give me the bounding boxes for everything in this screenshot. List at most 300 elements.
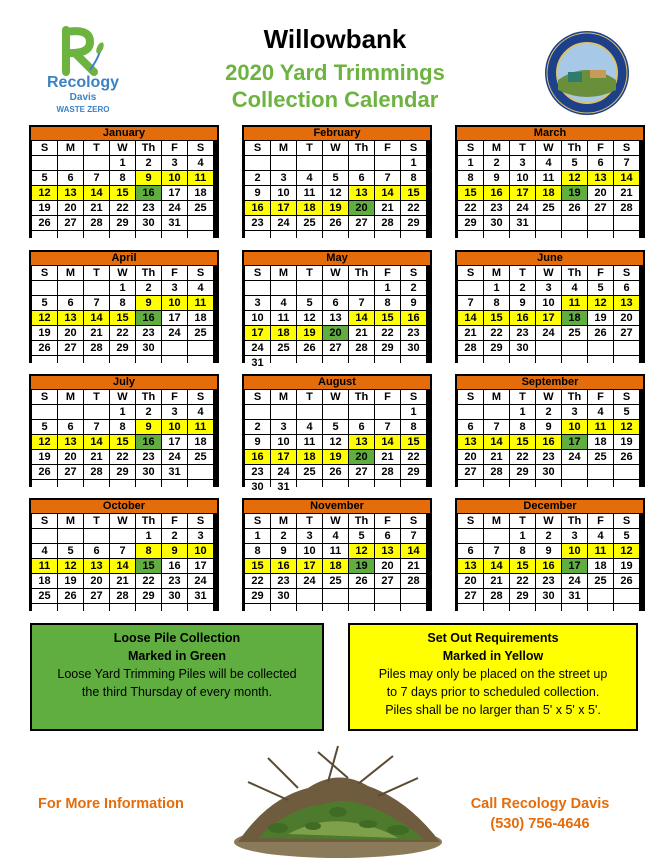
- day-cell: 9: [245, 435, 270, 449]
- day-cell: 12: [349, 544, 374, 558]
- weekday-label: W: [536, 390, 561, 404]
- day-cell: 25: [297, 465, 322, 479]
- empty-day-cell: [349, 589, 374, 603]
- day-cell: 14: [458, 311, 483, 325]
- month-title: June: [457, 252, 643, 265]
- day-cell: 29: [136, 589, 161, 603]
- day-cell: 26: [588, 326, 613, 340]
- empty-day-cell: [58, 529, 83, 543]
- day-cell: 22: [510, 574, 535, 588]
- day-cell: 1: [401, 156, 426, 170]
- month-calendar-april: [29, 250, 219, 363]
- empty-day-cell: [375, 231, 400, 245]
- logo-tagline: WASTE ZERO: [56, 105, 110, 114]
- empty-day-cell: [323, 231, 348, 245]
- weekday-label: S: [458, 390, 483, 404]
- empty-day-cell: [58, 405, 83, 419]
- day-cell: 21: [110, 574, 135, 588]
- day-cell: 4: [297, 171, 322, 185]
- day-cell: 16: [245, 450, 270, 464]
- day-cell: 9: [136, 420, 161, 434]
- day-cell: 15: [110, 435, 135, 449]
- day-cell: 4: [562, 281, 587, 295]
- day-cell: 9: [510, 296, 535, 310]
- empty-day-cell: [188, 216, 213, 230]
- day-cell: 5: [297, 296, 322, 310]
- empty-day-cell: [136, 480, 161, 494]
- day-cell: 20: [84, 574, 109, 588]
- month-calendar-august: [242, 374, 432, 493]
- empty-day-cell: [562, 231, 587, 245]
- day-cell: 26: [32, 341, 57, 355]
- weekday-label: M: [484, 390, 509, 404]
- day-cell: 30: [484, 216, 509, 230]
- day-cell: 18: [32, 574, 57, 588]
- empty-day-cell: [484, 405, 509, 419]
- day-cell: 16: [271, 559, 296, 573]
- empty-day-cell: [323, 604, 348, 618]
- weekday-label: F: [162, 514, 187, 528]
- empty-day-cell: [562, 216, 587, 230]
- day-cell: 3: [297, 529, 322, 543]
- day-cell: 29: [510, 465, 535, 479]
- day-cell: 17: [271, 201, 296, 215]
- page-subtitle-2: Collection Calendar: [231, 87, 439, 112]
- day-cell: 25: [271, 341, 296, 355]
- day-cell: 27: [458, 589, 483, 603]
- day-cell: 15: [110, 186, 135, 200]
- empty-day-cell: [136, 231, 161, 245]
- weekday-label: T: [510, 266, 535, 280]
- day-cell: 25: [188, 201, 213, 215]
- empty-day-cell: [458, 529, 483, 543]
- day-cell: 12: [32, 435, 57, 449]
- day-cell: 9: [484, 171, 509, 185]
- empty-day-cell: [349, 356, 374, 370]
- empty-day-cell: [84, 604, 109, 618]
- day-cell: 12: [58, 559, 83, 573]
- day-cell: 22: [110, 450, 135, 464]
- set-out-text-2: to 7 days prior to scheduled collection.: [386, 685, 600, 699]
- page-subtitle-1: 2020 Yard Trimmings: [225, 60, 445, 85]
- weekday-label: W: [536, 266, 561, 280]
- weekday-label: T: [510, 390, 535, 404]
- day-cell: 26: [614, 450, 639, 464]
- day-cell: 31: [245, 356, 270, 370]
- county-seal-icon: [544, 30, 630, 116]
- weekday-label: S: [188, 141, 213, 155]
- day-cell: 27: [349, 465, 374, 479]
- day-cell: 3: [271, 420, 296, 434]
- weekday-label: Th: [562, 266, 587, 280]
- weekday-label: T: [297, 514, 322, 528]
- empty-day-cell: [349, 480, 374, 494]
- empty-day-cell: [614, 356, 639, 370]
- empty-day-cell: [562, 465, 587, 479]
- weekday-label: S: [32, 141, 57, 155]
- day-cell: 23: [510, 326, 535, 340]
- weekday-label: S: [401, 266, 426, 280]
- empty-day-cell: [297, 231, 322, 245]
- empty-day-cell: [562, 604, 587, 618]
- day-cell: 30: [136, 341, 161, 355]
- day-cell: 12: [32, 311, 57, 325]
- loose-pile-text-2: the third Thursday of every month.: [81, 685, 273, 699]
- weekday-label: W: [110, 514, 135, 528]
- empty-day-cell: [271, 231, 296, 245]
- day-cell: 3: [536, 281, 561, 295]
- empty-day-cell: [323, 156, 348, 170]
- day-cell: 19: [588, 311, 613, 325]
- day-cell: 5: [32, 296, 57, 310]
- day-cell: 26: [297, 341, 322, 355]
- weekday-label: W: [110, 141, 135, 155]
- day-cell: 8: [510, 420, 535, 434]
- empty-day-cell: [162, 480, 187, 494]
- empty-day-cell: [588, 341, 613, 355]
- weekday-label: M: [271, 514, 296, 528]
- loose-pile-legend: [30, 623, 324, 731]
- day-cell: 14: [84, 435, 109, 449]
- day-cell: 7: [375, 171, 400, 185]
- day-cell: 7: [110, 544, 135, 558]
- day-cell: 16: [136, 186, 161, 200]
- empty-day-cell: [510, 604, 535, 618]
- weekday-label: Th: [562, 141, 587, 155]
- day-cell: 2: [536, 529, 561, 543]
- weekday-label: Th: [349, 141, 374, 155]
- day-cell: 28: [484, 589, 509, 603]
- day-cell: 11: [297, 186, 322, 200]
- day-cell: 13: [58, 186, 83, 200]
- day-cell: 5: [58, 544, 83, 558]
- day-cell: 4: [271, 296, 296, 310]
- day-cell: 22: [401, 201, 426, 215]
- weekday-label: S: [458, 266, 483, 280]
- day-cell: 24: [188, 574, 213, 588]
- weekday-label: M: [484, 266, 509, 280]
- empty-day-cell: [401, 589, 426, 603]
- month-calendar-july: [29, 374, 219, 487]
- day-cell: 6: [614, 281, 639, 295]
- day-cell: 21: [484, 450, 509, 464]
- empty-day-cell: [375, 405, 400, 419]
- empty-day-cell: [84, 231, 109, 245]
- empty-day-cell: [588, 356, 613, 370]
- empty-day-cell: [562, 341, 587, 355]
- weekday-label: M: [484, 141, 509, 155]
- weekday-label: W: [110, 390, 135, 404]
- day-cell: 2: [136, 281, 161, 295]
- empty-day-cell: [401, 604, 426, 618]
- day-cell: 22: [136, 574, 161, 588]
- day-cell: 12: [297, 311, 322, 325]
- month-calendar-december: [455, 498, 645, 611]
- day-cell: 23: [136, 326, 161, 340]
- day-cell: 25: [188, 326, 213, 340]
- day-cell: 26: [58, 589, 83, 603]
- day-cell: 6: [349, 420, 374, 434]
- day-cell: 5: [323, 420, 348, 434]
- day-cell: 4: [536, 156, 561, 170]
- day-cell: 15: [401, 435, 426, 449]
- day-cell: 22: [458, 201, 483, 215]
- empty-day-cell: [484, 529, 509, 543]
- day-cell: 9: [245, 186, 270, 200]
- weekday-label: T: [84, 514, 109, 528]
- day-cell: 19: [562, 186, 587, 200]
- weekday-label: F: [375, 514, 400, 528]
- day-cell: 18: [297, 201, 322, 215]
- day-cell: 20: [458, 450, 483, 464]
- day-cell: 28: [458, 341, 483, 355]
- day-cell: 24: [271, 216, 296, 230]
- empty-day-cell: [323, 405, 348, 419]
- day-cell: 31: [162, 216, 187, 230]
- empty-day-cell: [588, 216, 613, 230]
- day-cell: 10: [245, 311, 270, 325]
- weekday-label: W: [110, 266, 135, 280]
- day-cell: 11: [588, 420, 613, 434]
- day-cell: 23: [536, 574, 561, 588]
- day-cell: 15: [458, 186, 483, 200]
- day-cell: 12: [32, 186, 57, 200]
- day-cell: 14: [401, 544, 426, 558]
- day-cell: 10: [162, 420, 187, 434]
- day-cell: 21: [84, 201, 109, 215]
- month-title: November: [244, 500, 430, 513]
- day-cell: 1: [375, 281, 400, 295]
- day-cell: 12: [562, 171, 587, 185]
- day-cell: 27: [458, 465, 483, 479]
- day-cell: 23: [536, 450, 561, 464]
- day-cell: 7: [84, 420, 109, 434]
- day-cell: 16: [510, 311, 535, 325]
- day-cell: 9: [536, 544, 561, 558]
- day-cell: 11: [188, 420, 213, 434]
- day-cell: 7: [401, 529, 426, 543]
- day-cell: 19: [614, 435, 639, 449]
- day-cell: 29: [484, 341, 509, 355]
- day-cell: 30: [245, 480, 270, 494]
- yard-trimmings-pile-icon: [228, 738, 448, 860]
- empty-day-cell: [375, 480, 400, 494]
- day-cell: 1: [110, 156, 135, 170]
- day-cell: 26: [614, 574, 639, 588]
- day-cell: 22: [110, 201, 135, 215]
- day-cell: 2: [245, 420, 270, 434]
- weekday-label: Th: [349, 266, 374, 280]
- day-cell: 28: [349, 341, 374, 355]
- day-cell: 16: [245, 201, 270, 215]
- day-cell: 14: [614, 171, 639, 185]
- day-cell: 29: [110, 341, 135, 355]
- day-cell: 30: [162, 589, 187, 603]
- weekday-label: Th: [562, 390, 587, 404]
- day-cell: 28: [84, 341, 109, 355]
- empty-day-cell: [510, 231, 535, 245]
- day-cell: 1: [484, 281, 509, 295]
- day-cell: 8: [245, 544, 270, 558]
- empty-day-cell: [271, 356, 296, 370]
- day-cell: 18: [588, 559, 613, 573]
- day-cell: 18: [271, 326, 296, 340]
- day-cell: 17: [162, 311, 187, 325]
- day-cell: 10: [562, 544, 587, 558]
- empty-day-cell: [188, 231, 213, 245]
- empty-day-cell: [562, 356, 587, 370]
- weekday-label: F: [588, 141, 613, 155]
- day-cell: 6: [84, 544, 109, 558]
- month-calendar-october: [29, 498, 219, 611]
- month-title: January: [31, 127, 217, 140]
- day-cell: 24: [162, 450, 187, 464]
- weekday-label: Th: [136, 266, 161, 280]
- day-cell: 7: [349, 296, 374, 310]
- day-cell: 8: [510, 544, 535, 558]
- day-cell: 19: [349, 559, 374, 573]
- weekday-label: W: [536, 141, 561, 155]
- empty-day-cell: [32, 231, 57, 245]
- day-cell: 14: [375, 186, 400, 200]
- day-cell: 21: [349, 326, 374, 340]
- day-cell: 7: [375, 420, 400, 434]
- day-cell: 31: [510, 216, 535, 230]
- day-cell: 20: [614, 311, 639, 325]
- day-cell: 31: [562, 589, 587, 603]
- day-cell: 28: [84, 216, 109, 230]
- day-cell: 24: [297, 574, 322, 588]
- day-cell: 12: [323, 186, 348, 200]
- day-cell: 17: [562, 435, 587, 449]
- month-calendar-may: [242, 250, 432, 369]
- day-cell: 25: [32, 589, 57, 603]
- empty-day-cell: [536, 231, 561, 245]
- day-cell: 14: [484, 435, 509, 449]
- month-calendar-february: [242, 125, 432, 238]
- weekday-label: W: [536, 514, 561, 528]
- day-cell: 21: [375, 201, 400, 215]
- day-cell: 11: [297, 435, 322, 449]
- day-cell: 28: [84, 465, 109, 479]
- day-cell: 8: [401, 171, 426, 185]
- weekday-label: S: [458, 514, 483, 528]
- empty-day-cell: [401, 356, 426, 370]
- day-cell: 29: [110, 465, 135, 479]
- weekday-label: F: [588, 514, 613, 528]
- empty-day-cell: [32, 356, 57, 370]
- empty-day-cell: [562, 480, 587, 494]
- empty-day-cell: [401, 231, 426, 245]
- empty-day-cell: [484, 480, 509, 494]
- day-cell: 3: [562, 529, 587, 543]
- day-cell: 7: [484, 544, 509, 558]
- day-cell: 18: [588, 435, 613, 449]
- day-cell: 5: [614, 405, 639, 419]
- day-cell: 3: [271, 171, 296, 185]
- day-cell: 19: [323, 450, 348, 464]
- weekday-label: Th: [136, 514, 161, 528]
- empty-day-cell: [245, 156, 270, 170]
- day-cell: 4: [32, 544, 57, 558]
- weekday-label: Th: [562, 514, 587, 528]
- day-cell: 24: [510, 201, 535, 215]
- day-cell: 18: [188, 186, 213, 200]
- day-cell: 4: [297, 420, 322, 434]
- day-cell: 11: [323, 544, 348, 558]
- day-cell: 2: [162, 529, 187, 543]
- day-cell: 20: [349, 201, 374, 215]
- day-cell: 6: [458, 420, 483, 434]
- empty-day-cell: [84, 356, 109, 370]
- day-cell: 2: [401, 281, 426, 295]
- empty-day-cell: [510, 356, 535, 370]
- day-cell: 8: [401, 420, 426, 434]
- day-cell: 26: [349, 574, 374, 588]
- weekday-label: M: [58, 266, 83, 280]
- day-cell: 25: [588, 574, 613, 588]
- empty-day-cell: [349, 405, 374, 419]
- page-title: Willowbank: [263, 24, 407, 54]
- empty-day-cell: [323, 281, 348, 295]
- day-cell: 28: [401, 574, 426, 588]
- empty-day-cell: [349, 156, 374, 170]
- day-cell: 10: [188, 544, 213, 558]
- day-cell: 27: [588, 201, 613, 215]
- empty-day-cell: [188, 465, 213, 479]
- day-cell: 7: [84, 171, 109, 185]
- empty-day-cell: [271, 281, 296, 295]
- empty-day-cell: [510, 480, 535, 494]
- day-cell: 27: [58, 465, 83, 479]
- empty-day-cell: [136, 356, 161, 370]
- day-cell: 26: [323, 216, 348, 230]
- empty-day-cell: [484, 231, 509, 245]
- day-cell: 27: [58, 341, 83, 355]
- day-cell: 15: [375, 311, 400, 325]
- day-cell: 2: [510, 281, 535, 295]
- empty-day-cell: [484, 604, 509, 618]
- day-cell: 16: [484, 186, 509, 200]
- day-cell: 17: [510, 186, 535, 200]
- loose-pile-subtitle: Marked in Green: [128, 649, 226, 663]
- loose-pile-title: Loose Pile Collection: [113, 631, 241, 645]
- empty-day-cell: [84, 281, 109, 295]
- weekday-label: T: [297, 141, 322, 155]
- day-cell: 2: [536, 405, 561, 419]
- weekday-label: F: [162, 266, 187, 280]
- day-cell: 3: [562, 405, 587, 419]
- empty-day-cell: [162, 341, 187, 355]
- weekday-label: S: [614, 390, 639, 404]
- day-cell: 19: [323, 201, 348, 215]
- empty-day-cell: [84, 529, 109, 543]
- day-cell: 13: [458, 435, 483, 449]
- day-cell: 19: [32, 450, 57, 464]
- day-cell: 28: [375, 465, 400, 479]
- weekday-label: S: [458, 141, 483, 155]
- day-cell: 28: [484, 465, 509, 479]
- month-title: April: [31, 252, 217, 265]
- recology-r-icon: [60, 26, 104, 76]
- weekday-label: S: [401, 390, 426, 404]
- day-cell: 6: [58, 420, 83, 434]
- day-cell: 2: [136, 405, 161, 419]
- set-out-text-3: Piles shall be no larger than 5' x 5' x 5'.: [385, 703, 601, 717]
- day-cell: 10: [271, 435, 296, 449]
- day-cell: 26: [32, 465, 57, 479]
- day-cell: 23: [245, 465, 270, 479]
